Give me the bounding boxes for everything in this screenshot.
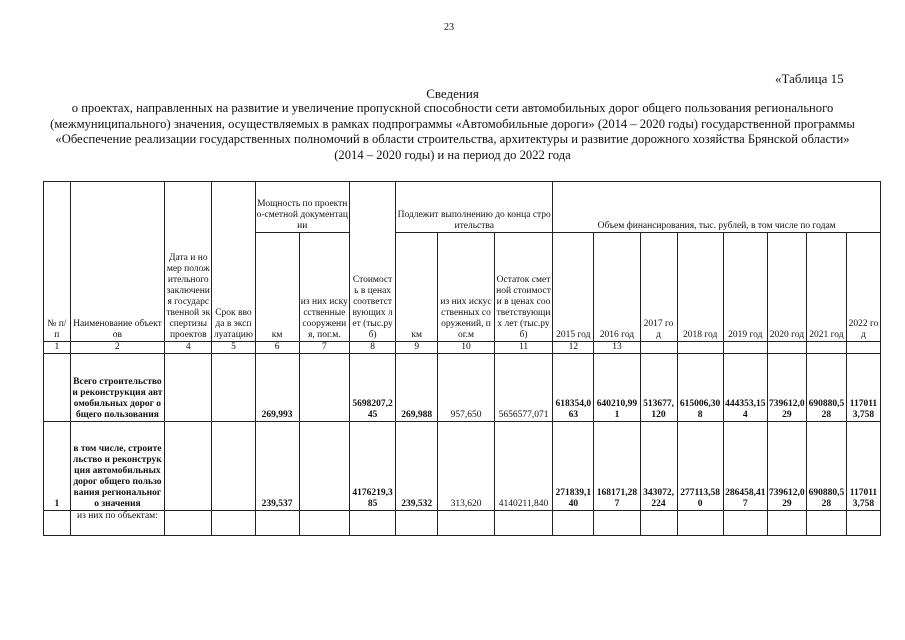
column-number: 2 [70, 342, 164, 354]
row-capacity-km: 239,537 [255, 422, 299, 511]
column-number: 4 [165, 342, 212, 354]
row-year-2021 [806, 511, 846, 536]
row-capacity-artificial [299, 422, 349, 511]
column-number: 9 [396, 342, 438, 354]
row-year-2015 [553, 511, 594, 536]
header-num: № п/п [44, 182, 71, 342]
row-year-2015: 618354,063 [553, 354, 594, 422]
header-completion-remaining-cost: Остаток сметной стоимости в ценах соответствующих лет (тыс.руб) [494, 233, 553, 342]
row-term [212, 422, 255, 511]
row-completion-remaining-cost [494, 511, 553, 536]
row-year-2020: 739612,029 [767, 354, 806, 422]
row-year-2017: 343072,224 [640, 422, 677, 511]
document-title: Сведения [426, 86, 479, 101]
page-number: 23 [444, 22, 454, 33]
table-reference: «Таблица 15 [775, 71, 844, 86]
row-completion-artificial: 313,620 [438, 422, 494, 511]
header-completion-artificial: из них искусственных сооружений, пог.м [438, 233, 494, 342]
row-year-2021: 690880,528 [806, 354, 846, 422]
column-number: 13 [594, 342, 640, 354]
row-year-2020: 739612,029 [767, 422, 806, 511]
header-capacity-km: км [255, 233, 299, 342]
column-number [806, 342, 846, 354]
header-commissioning-term: Срок ввода в эксплуатацию [212, 182, 255, 342]
column-number: 11 [494, 342, 553, 354]
table-row [44, 422, 881, 511]
header-year-2015: 2015 год [553, 233, 594, 342]
header-year-2016: 2016 год [594, 233, 640, 342]
column-number: 8 [349, 342, 395, 354]
row-completion-km: 239,532 [396, 422, 438, 511]
row-completion-remaining-cost: 4140211,840 [494, 422, 553, 511]
header-year-2018: 2018 год [677, 233, 723, 342]
row-capacity-artificial [299, 354, 349, 422]
row-year-2019 [723, 511, 767, 536]
column-number-row [44, 342, 881, 354]
row-year-2021: 690880,528 [806, 422, 846, 511]
header-year-2021: 2021 год [806, 233, 846, 342]
column-number [677, 342, 723, 354]
column-number: 12 [553, 342, 594, 354]
row-cost: 5698207,245 [349, 354, 395, 422]
column-number [640, 342, 677, 354]
row-num: 1 [44, 422, 71, 511]
column-number: 10 [438, 342, 494, 354]
row-expertise-date [165, 511, 212, 536]
row-year-2022 [846, 511, 880, 536]
column-number: 1 [44, 342, 71, 354]
header-year-2019: 2019 год [723, 233, 767, 342]
row-completion-artificial: 957,650 [438, 354, 494, 422]
column-number [767, 342, 806, 354]
header-capacity-artificial: из них искусственные сооружения, пог.м. [299, 233, 349, 342]
row-year-2018: 615006,308 [677, 354, 723, 422]
row-name: в том числе, строительство и реконструкция автомобильных дорог общего пользования регионального значения [70, 422, 164, 511]
row-year-2022: 1170113,758 [846, 354, 880, 422]
row-year-2019: 444353,154 [723, 354, 767, 422]
header-capacity-group: Мощность по проектно-сметной документации [255, 182, 349, 233]
row-year-2018: 277113,580 [677, 422, 723, 511]
column-number [723, 342, 767, 354]
table-row [44, 511, 881, 536]
header-row-1 [44, 182, 881, 233]
column-number: 7 [299, 342, 349, 354]
header-expertise-date: Дата и номер положительного заключения государственной экспертизы проектов [165, 182, 212, 342]
row-year-2017 [640, 511, 677, 536]
row-capacity-km: 269,993 [255, 354, 299, 422]
header-year-2017: 2017 год [640, 233, 677, 342]
projects-table [43, 181, 881, 536]
column-number: 5 [212, 342, 255, 354]
row-completion-remaining-cost: 5656577,071 [494, 354, 553, 422]
row-completion-km [396, 511, 438, 536]
row-num [44, 354, 71, 422]
row-year-2019: 286458,417 [723, 422, 767, 511]
row-capacity-artificial [299, 511, 349, 536]
row-year-2020 [767, 511, 806, 536]
row-expertise-date [165, 354, 212, 422]
row-year-2017: 513677,120 [640, 354, 677, 422]
row-expertise-date [165, 422, 212, 511]
header-year-2022: 2022 год [846, 233, 880, 342]
row-term [212, 354, 255, 422]
row-cost [349, 511, 395, 536]
row-term [212, 511, 255, 536]
header-financing-group: Объем финансирования, тыс. рублей, в том числе по годам [553, 182, 881, 233]
document-subtitle: о проектах, направленных на развитие и увеличение пропускной способности сети автомобильных дорог общего пользования регионального (межмуниципального) значения, осуществляемых в рамках подпрограммы «Автомобильные дороги» (2014 – 2020 годы) государственной программы «Обеспечение реализации государственных полномочий в области строительства, архитектуры и развитие дорожного хозяйства Брянской области» (2014 – 2020 годы) и на период до 2022 года [50, 101, 855, 162]
row-completion-km: 269,988 [396, 354, 438, 422]
row-capacity-km [255, 511, 299, 536]
header-name: Наименование объектов [70, 182, 164, 342]
row-name: из них по объектам: [70, 511, 164, 536]
row-year-2016: 640210,991 [594, 354, 640, 422]
header-completion-km: км [396, 233, 438, 342]
row-year-2016: 168171,287 [594, 422, 640, 511]
row-year-2018 [677, 511, 723, 536]
row-name: Всего строительство и реконструкция автомобильных дорог общего пользования [70, 354, 164, 422]
row-year-2016 [594, 511, 640, 536]
column-number: 6 [255, 342, 299, 354]
header-year-2020: 2020 год [767, 233, 806, 342]
table-row [44, 354, 881, 422]
row-year-2022: 1170113,758 [846, 422, 880, 511]
row-num [44, 511, 71, 536]
column-number [846, 342, 880, 354]
row-year-2015: 271839,140 [553, 422, 594, 511]
header-completion-group: Подлежит выполнению до конца строительства [396, 182, 553, 233]
row-completion-artificial [438, 511, 494, 536]
header-cost: Стоимость в ценах соответствующих лет (тыс.руб) [349, 182, 395, 342]
row-cost: 4176219,385 [349, 422, 395, 511]
